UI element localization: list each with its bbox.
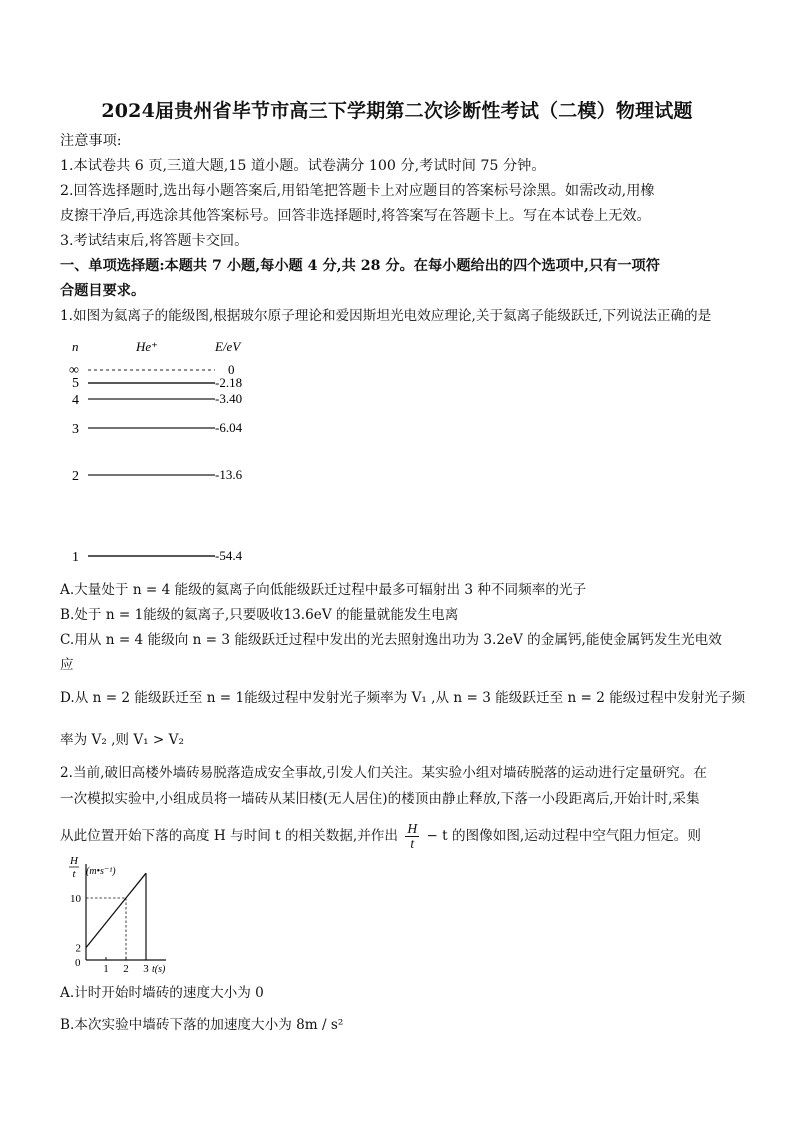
- q2-stem-3: [60, 822, 750, 851]
- level-n-inf: ∞: [69, 363, 79, 378]
- y-label-den: t: [72, 868, 76, 880]
- energy-level-diagram: [60, 333, 300, 573]
- notice-item-1: 1.本试卷共 6 页,三道大题,15 道小题。试卷满分 100 分,考试时间 75 分钟。: [60, 158, 546, 174]
- diagram-col-energy: E/eV: [215, 339, 241, 354]
- level-n-2: 2: [72, 469, 79, 484]
- page-title: 2024届贵州省毕节市高三下学期第二次诊断性考试（二模）物理试题: [101, 100, 693, 122]
- series-line-0: [86, 873, 146, 947]
- q2-stem-2: 一次模拟实验中,小组成员将一墙砖从某旧楼(无人居住)的楼顶由静止释放,下落一小段距离后,开始计时,采集: [60, 791, 700, 807]
- x-tick-label-2: 2: [123, 963, 129, 975]
- q1-stem: 1.如图为氦离子的能级图,根据玻尔原子理论和爱因斯坦光电效应理论,关于氦离子能级跃迁,下列说法正确的是: [60, 308, 712, 324]
- q2-stem-3b: − t 的图像如图,运动过程中空气阻力恒定。则: [426, 828, 701, 844]
- x-tick-label-3: 3: [143, 963, 149, 975]
- notice-item-2b: 皮擦干净后,再选涂其他答案标号。回答非选择题时,将答案写在答题卡上。写在本试卷上无效。: [60, 208, 651, 224]
- notice-item-2a: 2.回答选择题时,选出每小题答案后,用铅笔把答题卡上对应题目的答案标号涂黑。如需改动,用橡: [60, 183, 655, 199]
- q2-frac-num: H: [407, 821, 418, 836]
- y-unit: (m•s⁻¹): [86, 866, 116, 877]
- level-n-3: 3: [72, 422, 79, 437]
- level-n-4: 4: [72, 393, 79, 408]
- x-label: t(s): [152, 964, 166, 975]
- q2-stem-1: 2.当前,破旧高楼外墙砖易脱落造成安全事故,引发人们关注。某实验小组对墙砖脱落的运动进行定量研究。在: [60, 765, 707, 781]
- level-n-1: 1: [72, 550, 79, 565]
- notice-item-3: 3.考试结束后,将答题卡交回。: [60, 233, 249, 249]
- section1-heading-1: 一、单项选择题:本题共 7 小题,每小题 4 分,共 28 分。在每小题给出的四个选项中,只有一项符: [60, 258, 660, 274]
- notice-heading: 注意事项:: [60, 133, 122, 149]
- level-e-2: -13.6: [215, 467, 243, 482]
- diagram-col-n: n: [72, 339, 79, 354]
- y-label-num: H: [70, 855, 78, 867]
- q2-option-a: A.计时开始时墙砖的速度大小为 0: [60, 985, 264, 1001]
- q2-stem-3a: 从此位置开始下落的高度 H 与时间 t 的相关数据,并作出: [60, 828, 398, 844]
- y-tick-label-10: 10: [70, 893, 81, 905]
- x-tick-label-1: 1: [103, 963, 109, 975]
- q1-option-d-1: D.从 n = 2 能级跃迁至 n = 1能级过程中发射光子频率为 V₁ ,从 n = 3 能级跃迁至 n = 2 能级过程中发射光子频: [60, 690, 746, 706]
- y-tick-label-2: 2: [75, 942, 81, 955]
- q2-option-b: B.本次实验中墙砖下落的加速度大小为 8m / s²: [60, 1017, 344, 1033]
- level-e-4: -3.40: [215, 391, 243, 406]
- section1-heading-2: 合题目要求。: [60, 283, 146, 299]
- level-e-5: -2.18: [215, 375, 243, 390]
- q1-option-b: B.处于 n = 1能级的氦离子,只要吸收13.6eV 的能量就能发生电离: [60, 607, 459, 623]
- q1-option-c-1: C.用从 n = 4 能级向 n = 3 能级跃迁过程中发出的光去照射逸出功为 3.2eV 的金属钙,能使金属钙发生光电效: [60, 632, 722, 648]
- level-e-inf: 0: [228, 362, 235, 377]
- q2-frac-den: t: [410, 836, 415, 851]
- q1-option-a: A.大量处于 n = 4 能级的氦离子向低能级跃迁过程中最多可辐射出 3 种不同频率的光子: [60, 582, 587, 598]
- level-e-3: -6.04: [215, 420, 243, 435]
- level-n-5: 5: [72, 376, 79, 391]
- origin-label: 0: [75, 957, 81, 969]
- level-e-1: -54.4: [215, 548, 243, 563]
- ht-chart: [60, 852, 200, 977]
- q1-option-d-2: 率为 V₂ ,则 V₁ > V₂: [60, 732, 184, 748]
- q2-fraction: [405, 822, 419, 851]
- q1-option-c-2: 应: [60, 657, 74, 673]
- diagram-col-ion: He⁺: [136, 339, 159, 354]
